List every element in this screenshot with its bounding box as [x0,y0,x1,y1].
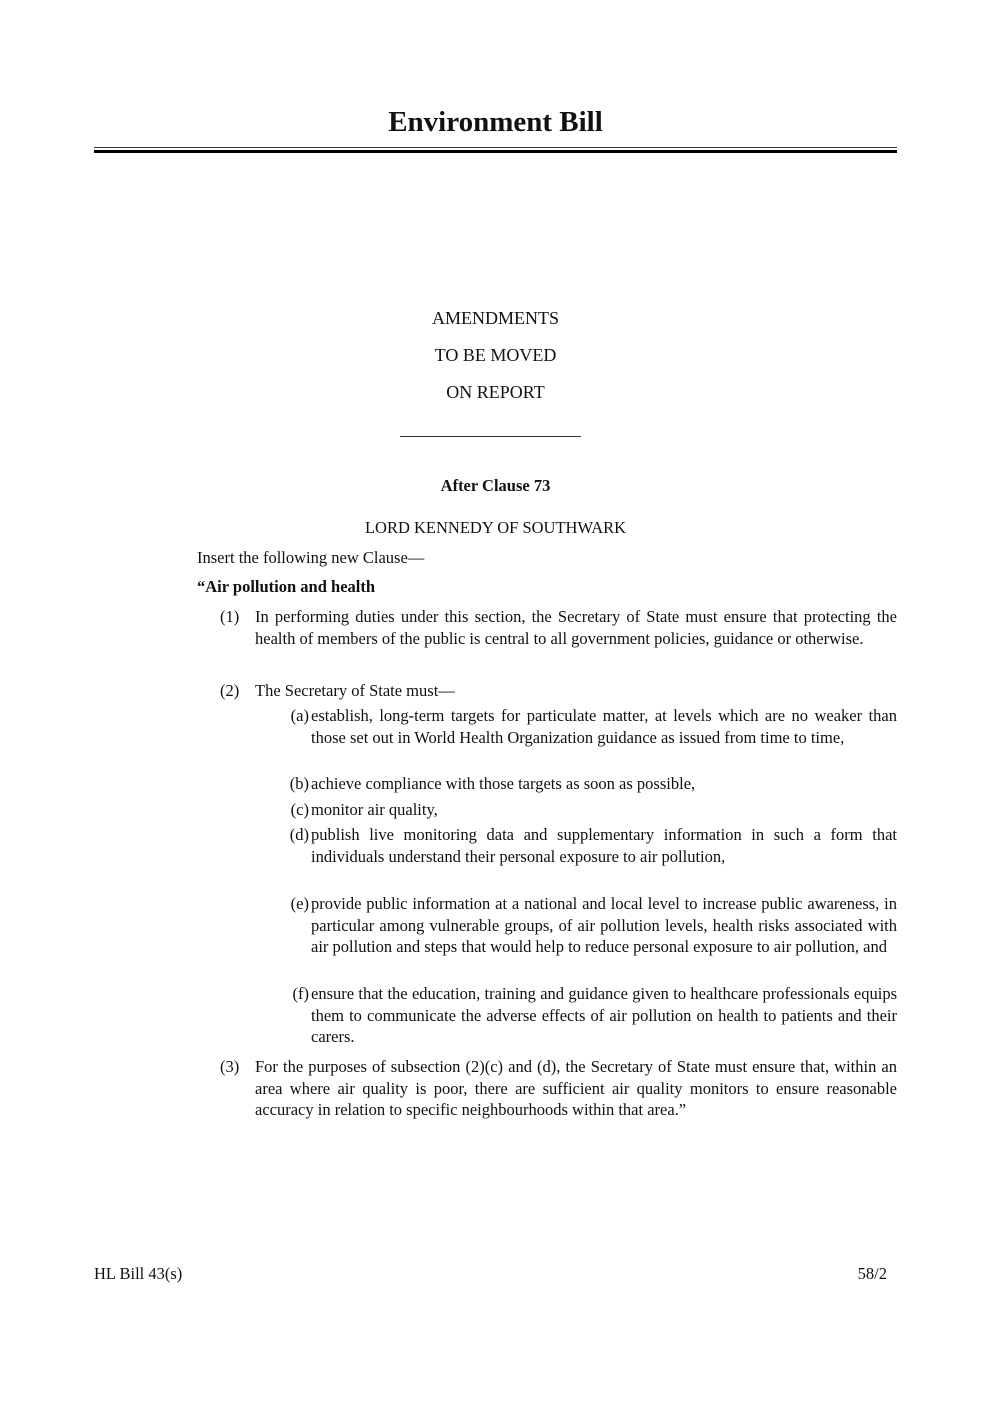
paragraph-number: (d) [289,825,309,844]
paragraph-f [275,983,897,1048]
paragraph-text: establish, long-term targets for particulate matter, at levels which are no weaker than those set out in World Health Organization guidance as issued from time to time, [311,706,897,747]
subsection-text: In performing duties under this section, the Secretary of State must ensure that protecting the health of members of the public is central to all government policies, guidance or otherwise. [255,607,897,648]
heading-line: ON REPORT [446,382,545,402]
bill-reference: HL Bill 43(s) [94,1264,183,1283]
amendment-location: After Clause 73 [440,476,551,495]
clause-title: “Air pollution and health [197,577,376,596]
subsection-1 [220,606,897,649]
paragraph-e [275,893,897,958]
paragraph-text: ensure that the education, training and guidance given to healthcare professionals equips them to communicate the adverse effects of air pollution on health to patients and their carers. [311,984,897,1046]
paragraph-c [275,799,897,821]
amendment-mover: LORD KENNEDY OF SOUTHWARK [364,518,627,537]
subsection-text: The Secretary of State must— [255,681,455,700]
title-rule-thick [94,150,897,153]
heading-line: AMENDMENTS [431,308,559,328]
subsection-number: (1) [220,607,240,626]
paragraph-number: (a) [290,706,309,725]
subsection-2 [220,680,897,702]
paragraph-text: publish live monitoring data and supplementary information in such a form that individuals understand their personal exposure to air pollution, [311,825,897,866]
subsection-text: For the purposes of subsection (2)(c) and (d), the Secretary of State must ensure that, within an area where air quality is poor, there are sufficient air quality monitors to ensure reasonable accuracy in relation to specific neighbourhoods within that area.” [255,1057,897,1119]
paragraph-number: (b) [289,774,309,793]
paragraph-d [275,824,897,867]
title-rule-thin [94,147,897,148]
paragraph-number: (e) [290,894,309,913]
section-divider [400,436,581,437]
paragraph-text: monitor air quality, [311,800,438,819]
paragraph-text: provide public information at a national and local level to increase public awareness, in particular among vulnerable groups, of air pollution levels, health risks associated with air pollution and steps that would help to reduce personal exposure to air pollution, and [311,894,897,956]
subsection-3 [220,1056,897,1121]
document-title: Environment Bill [388,106,603,138]
paragraph-number: (f) [292,984,309,1003]
paragraph-number: (c) [290,800,309,819]
subsection-number: (2) [220,681,240,700]
subsection-number: (3) [220,1057,240,1076]
amendments-heading [0,305,991,416]
paragraph-text: achieve compliance with those targets as soon as possible, [311,774,696,793]
amendment-instruction: Insert the following new Clause— [197,548,425,567]
paragraph-a [275,705,897,748]
page-reference: 58/2 [857,1264,887,1283]
heading-line: TO BE MOVED [434,345,557,365]
paragraph-b [275,773,897,795]
